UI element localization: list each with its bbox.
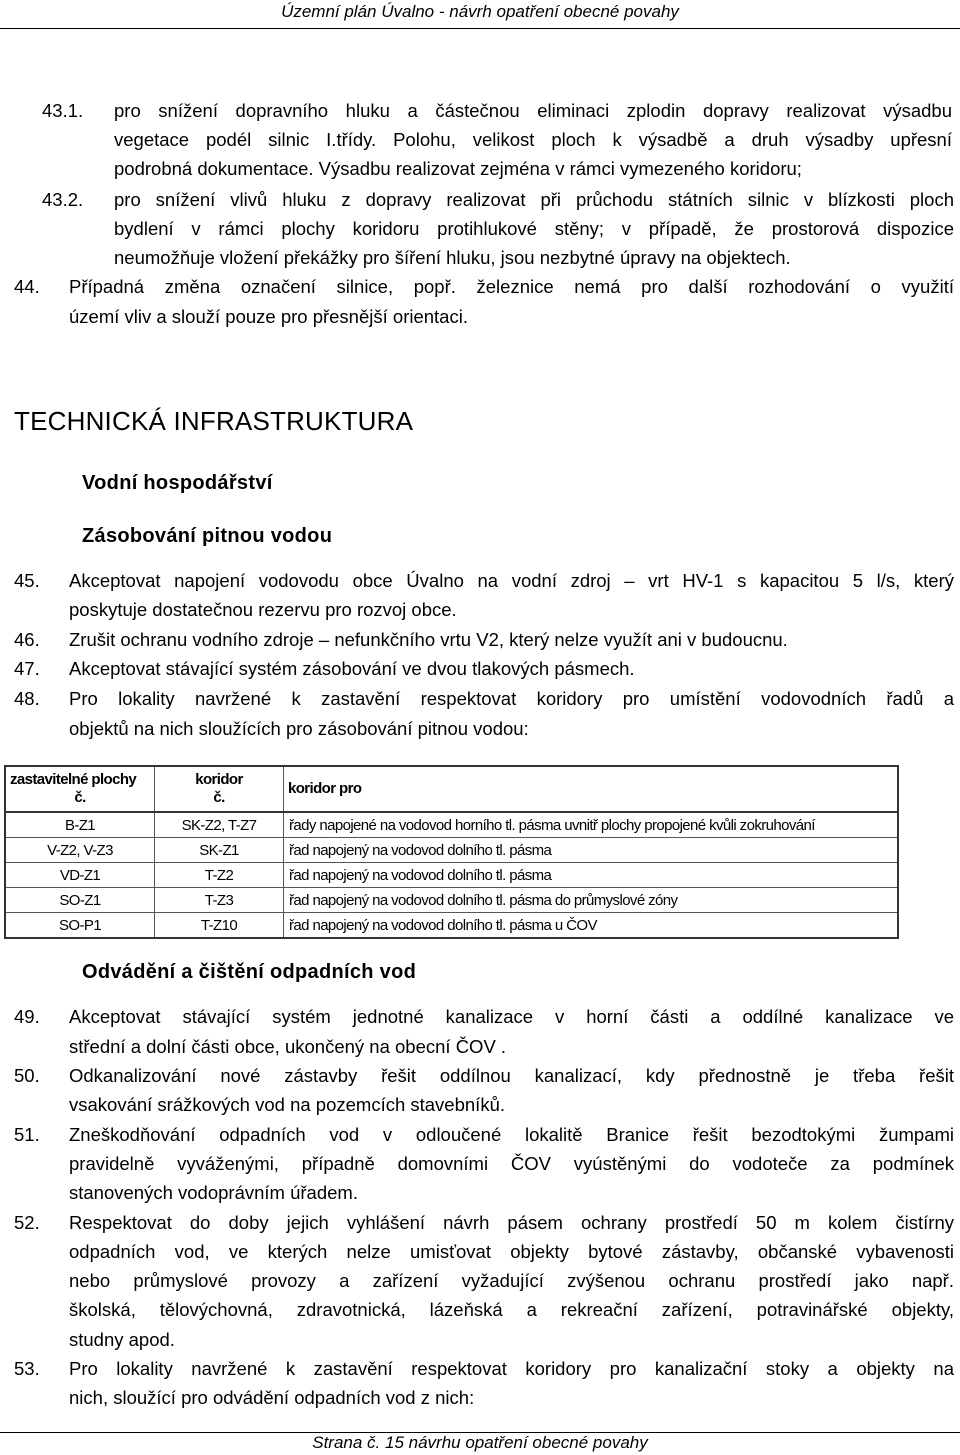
page-header: Územní plán Úvalno - návrh opatření obecné povahy bbox=[281, 2, 679, 21]
table-cell: řad napojený na vodovod dolního tl. pásma do průmyslové zóny bbox=[284, 888, 899, 913]
table-header-cell bbox=[5, 766, 155, 812]
item-text-line: nebo průmyslové provozy a zařízení vyžadující zvýšenou ochranu prostředí jako např. bbox=[69, 1270, 954, 1291]
header-divider bbox=[0, 28, 960, 29]
table-cell: VD-Z1 bbox=[5, 863, 155, 888]
table-header-cell bbox=[284, 766, 899, 812]
table-cell: T-Z3 bbox=[155, 888, 284, 913]
header-line: zastavitelné plochy bbox=[10, 771, 137, 788]
item-text-line: Zneškodňování odpadních vod v odloučené lokalitě Branice řešit bezodtokými žumpami bbox=[69, 1124, 954, 1145]
table-cell: T-Z2 bbox=[155, 863, 284, 888]
section-title: TECHNICKÁ INFRASTRUKTURA bbox=[14, 406, 414, 436]
item-text-line: Případná změna označení silnice, popř. železnice nemá pro další rozhodování o využití bbox=[69, 276, 954, 297]
item-text-line: Odkanalizování nové zástavby řešit oddílnou kanalizací, kdy přednostně je třeba řešit bbox=[69, 1065, 954, 1086]
item-text-line: Pro lokality navržené k zastavění respektovat koridory pro kanalizační stoky a objekty na bbox=[69, 1358, 954, 1379]
item-number: 48. bbox=[14, 688, 40, 709]
header-line: koridor pro bbox=[288, 780, 362, 797]
item-text-line: bydlení v rámci plochy koridoru protihlukové stěny; v případě, že prostorová dispozice bbox=[114, 218, 954, 239]
header-line: č. bbox=[74, 789, 86, 806]
table-cell: SO-Z1 bbox=[5, 888, 155, 913]
subheading-wastewater: Odvádění a čištění odpadních vod bbox=[82, 961, 417, 983]
item-text-line: školská, tělovýchovná, zdravotnická, lázeňská a rekreační zařízení, potravinářské objekty, bbox=[69, 1299, 954, 1320]
item-number: 43.1. bbox=[42, 100, 84, 121]
table-cell: SO-P1 bbox=[5, 913, 155, 939]
table-cell: řad napojený na vodovod dolního tl. pásma bbox=[284, 863, 899, 888]
item-text-line: stanovených vodoprávním úřadem. bbox=[69, 1182, 358, 1203]
table-row bbox=[5, 838, 898, 863]
subheading-water-supply: Zásobování pitnou vodou bbox=[82, 525, 333, 547]
table-cell: T-Z10 bbox=[155, 913, 284, 939]
header-line: koridor bbox=[195, 771, 243, 788]
item-number: 52. bbox=[14, 1212, 40, 1233]
table-row bbox=[5, 812, 898, 838]
table-cell: řad napojený na vodovod dolního tl. pásma u ČOV bbox=[284, 913, 899, 939]
item-text-line: střední a dolní části obce, ukončený na obecní ČOV . bbox=[69, 1036, 507, 1057]
item-number: 44. bbox=[14, 276, 40, 297]
item-text-line: pravidelně vyváženými, případně domovními ČOV vyústěnými do vodoteče za podmínek bbox=[69, 1153, 954, 1174]
item-text-line: Zrušit ochranu vodního zdroje – nefunkčního vrtu V2, který nelze využít ani v budoucnu. bbox=[69, 629, 788, 650]
item-text-line: vegetace podél silnic I.třídy. Polohu, velikost ploch k výsadbě a druh výsadby upřesní bbox=[114, 129, 952, 150]
item-number: 53. bbox=[14, 1358, 40, 1379]
table-cell: řady napojené na vodovod horního tl. pásma uvnitř plochy propojené kvůli zokruhování bbox=[284, 812, 899, 838]
item-number: 45. bbox=[14, 570, 40, 591]
item-text-line: poskytuje dostatečnou rezervu pro rozvoj obce. bbox=[69, 599, 457, 620]
item-text-line: Pro lokality navržené k zastavění respektovat koridory pro umístění vodovodních řadů a bbox=[69, 688, 954, 709]
subheading-water-management: Vodní hospodářství bbox=[82, 472, 273, 494]
item-text-line: studny apod. bbox=[69, 1329, 175, 1350]
item-number: 47. bbox=[14, 658, 40, 679]
item-text-line: Akceptovat napojení vodovodu obce Úvalno na vodní zdroj – vrt HV-1 s kapacitou 5 l/s, který bbox=[69, 570, 954, 591]
water-corridor-table bbox=[4, 765, 899, 939]
item-number: 50. bbox=[14, 1065, 40, 1086]
item-text-line: nich, sloužící pro odvádění odpadních vod z nich: bbox=[69, 1387, 475, 1408]
table-header-row bbox=[5, 766, 898, 812]
table-header-cell bbox=[155, 766, 284, 812]
item-number: 51. bbox=[14, 1124, 40, 1145]
item-text-line: Akceptovat stávající systém zásobování ve dvou tlakových pásmech. bbox=[69, 658, 635, 679]
item-text-line: odpadních vod, ve kterých nelze umisťovat objekty bytové zástavby, občanské vybavenosti bbox=[69, 1241, 954, 1262]
table-cell: B-Z1 bbox=[5, 812, 155, 838]
item-text-line: podrobná dokumentace. Výsadbu realizovat zejména v rámci vymezeného koridoru; bbox=[114, 158, 802, 179]
table-cell: SK-Z2, T-Z7 bbox=[155, 812, 284, 838]
table-cell: SK-Z1 bbox=[155, 838, 284, 863]
item-number: 49. bbox=[14, 1006, 40, 1027]
item-number: 46. bbox=[14, 629, 40, 650]
item-text-line: pro snížení dopravního hluku a částečnou eliminaci zplodin dopravy realizovat výsadbu bbox=[114, 100, 952, 121]
table-row bbox=[5, 863, 898, 888]
table-row bbox=[5, 888, 898, 913]
header-line: č. bbox=[213, 789, 225, 806]
item-text-line: objektů na nich sloužících pro zásobování pitnou vodou: bbox=[69, 718, 529, 739]
page-footer: Strana č. 15 návrhu opatření obecné povahy bbox=[312, 1433, 648, 1452]
table-row bbox=[5, 913, 898, 939]
item-text-line: Respektovat do doby jejich vyhlášení návrh pásem ochrany prostředí 50 m kolem čistírny bbox=[69, 1212, 954, 1233]
item-text-line: neumožňuje vložení překážky pro šíření hluku, jsou nezbytné úpravy na objektech. bbox=[114, 247, 791, 268]
item-text-line: území vliv a slouží pouze pro přesnější orientaci. bbox=[69, 306, 468, 327]
item-text-line: pro snížení vlivů hluku z dopravy realizovat při průchodu státních silnic v blízkosti ploch bbox=[114, 189, 954, 210]
table-cell: řad napojený na vodovod dolního tl. pásma bbox=[284, 838, 899, 863]
item-text-line: Akceptovat stávající systém jednotné kanalizace v horní části a oddílné kanalizace ve bbox=[69, 1006, 954, 1027]
item-number: 43.2. bbox=[42, 189, 84, 210]
table-cell: V-Z2, V-Z3 bbox=[5, 838, 155, 863]
item-text-line: vsakování srážkových vod na pozemcích stavebníků. bbox=[69, 1094, 505, 1115]
